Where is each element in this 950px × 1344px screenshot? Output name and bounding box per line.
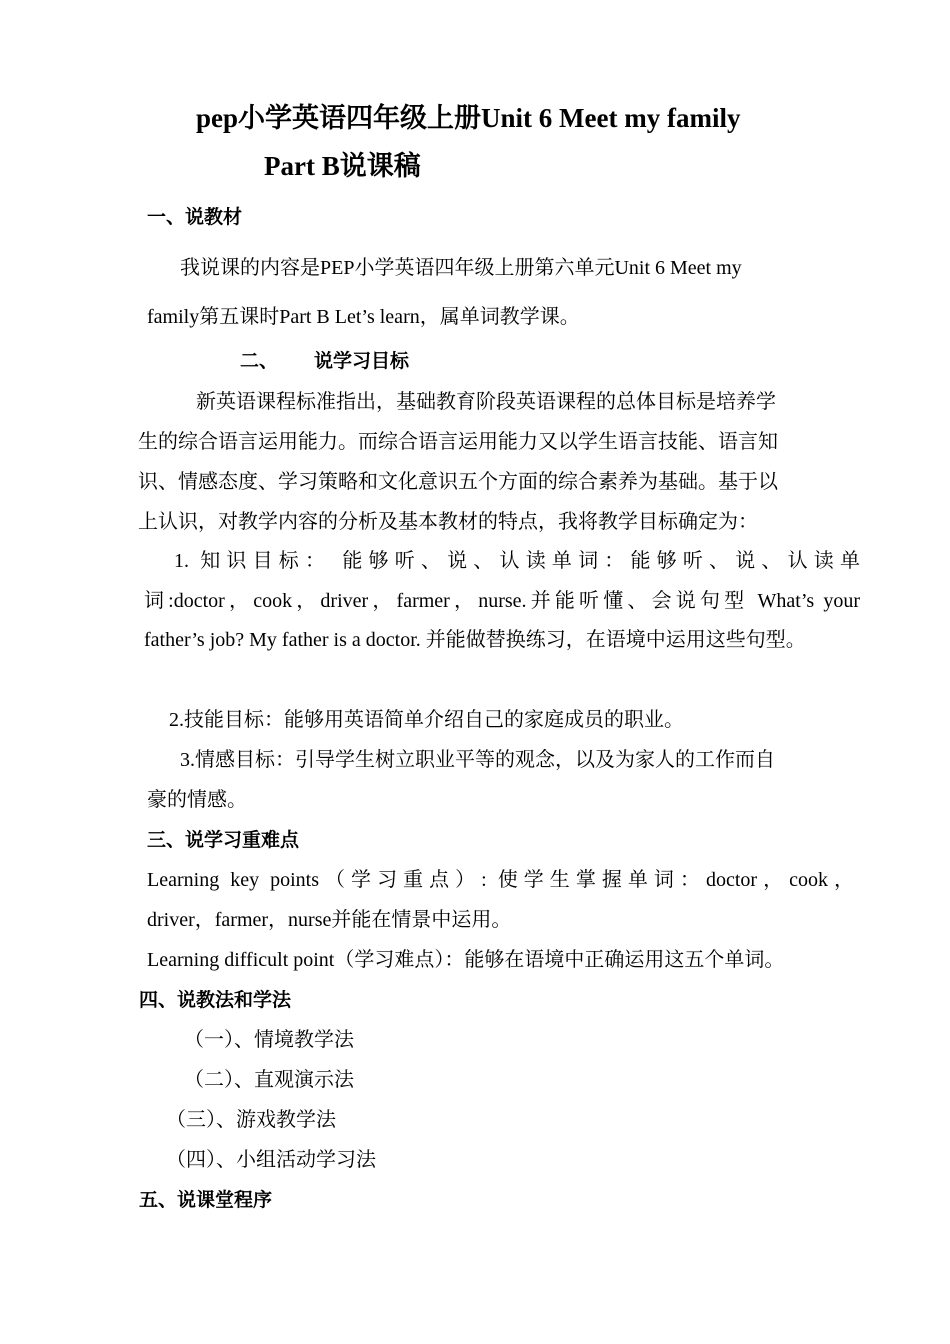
goal-2: 2.技能目标：能够用英语简单介绍自己的家庭成员的职业。	[169, 709, 684, 731]
section-3-heading: 三、说学习重难点	[147, 829, 300, 851]
goal-1-line-3: father’s job? My father is a doctor. 并能做替换练习，在语境中运用这些句型。	[144, 629, 806, 651]
document-title-line-1: pep小学英语四年级上册Unit 6 Meet my family	[196, 103, 741, 133]
section-5-heading: 五、说课堂程序	[139, 1189, 273, 1211]
goal-1-line-1: 1. 知识目标： 能够听、说、认读单词：能够听、说、认读单	[174, 550, 860, 572]
section-2-intro-line-4: 上认识，对教学内容的分析及基本教材的特点，我将教学目标确定为：	[138, 511, 758, 533]
goal-3-line-2: 豪的情感。	[147, 789, 247, 811]
section-1-paragraph-line-2: family第五课时Part B Let’s learn，属单词教学课。	[147, 306, 580, 328]
method-3: （三）、游戏教学法	[166, 1109, 336, 1131]
section-2-heading-number: 二、	[240, 350, 279, 372]
section-2-intro-line-2: 生的综合语言运用能力。而综合语言运用能力又以学生语言技能、语言知	[138, 431, 778, 453]
section-2-heading-text: 说学习目标	[314, 350, 410, 372]
method-1: （一）、情境教学法	[184, 1029, 354, 1051]
method-4: （四）、小组活动学习法	[166, 1149, 376, 1171]
key-points-line-2: driver，farmer，nurse并能在情景中运用。	[147, 909, 512, 931]
difficult-point: Learning difficult point（学习难点）：能够在语境中正确运用这五个单词。	[147, 949, 785, 971]
key-points-line-1: Learning key points（学习重点）: 使学生掌握单词：doctor，cook，	[147, 869, 854, 891]
section-1-heading: 一、说教材	[147, 206, 243, 228]
section-1-paragraph-line-1: 我说课的内容是PEP小学英语四年级上册第六单元Unit 6 Meet my	[180, 257, 742, 279]
method-2: （二）、直观演示法	[184, 1069, 354, 1091]
goal-3-line-1: 3.情感目标：引导学生树立职业平等的观念，以及为家人的工作而自	[180, 749, 775, 771]
section-2-intro-line-1: 新英语课程标准指出，基础教育阶段英语课程的总体目标是培养学	[196, 391, 776, 413]
section-4-heading: 四、说教法和学法	[139, 989, 292, 1011]
goal-1-line-2: 词:doctor，cook，driver，farmer，nurse.并能听懂、会说句型 What’s your	[144, 590, 860, 612]
section-2-intro-line-3: 识、情感态度、学习策略和文化意识五个方面的综合素养为基础。基于以	[138, 471, 778, 493]
document-title-line-2: Part B说课稿	[264, 151, 421, 181]
